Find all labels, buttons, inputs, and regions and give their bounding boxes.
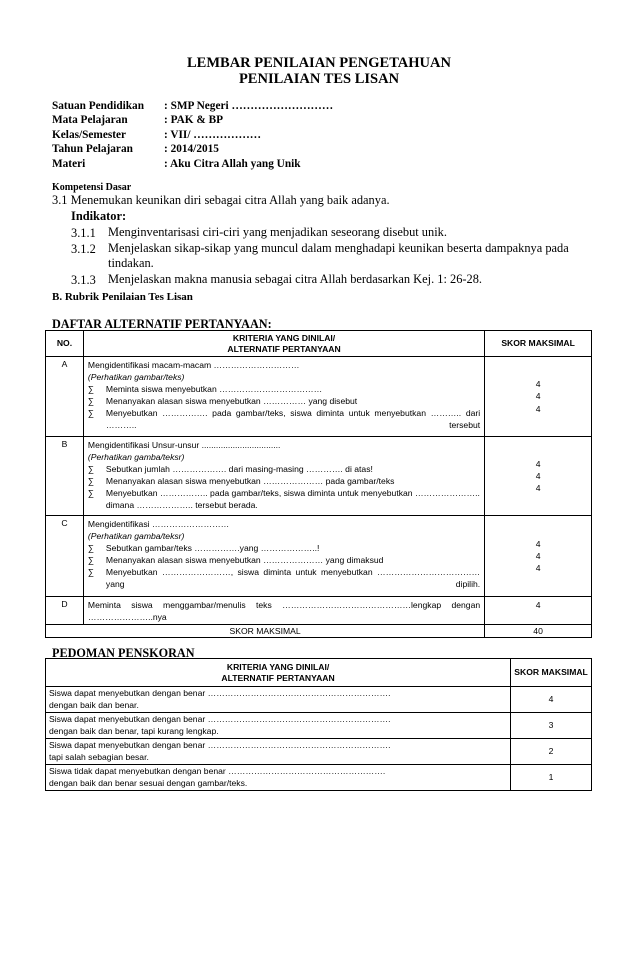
row-intro: Mengidentifikasi Unsur-unsur ................................. [87,440,281,450]
row-intro: Mengidentifikasi macam-macam ………………………… [87,360,300,370]
total-value: 40 [485,625,592,638]
score-value: 4 [485,597,592,625]
score-value: 4 [535,563,541,574]
row-number: A [46,357,84,437]
list-item-text: Sebutkan jumlah ………………. dari masing-masing …………. di atas! [105,464,373,474]
bullet-icon: ∑ [87,384,95,394]
list-item [88,407,480,431]
meta-label: Materi [52,157,86,170]
header-skor: SKOR MAKSIMAL [485,331,592,357]
row-criteria [83,516,484,597]
table-header-row [46,331,592,357]
score-value: 3 [511,713,592,739]
bullet-icon: ∑ [87,408,95,418]
list-item-text: Menyebutkan ……………. pada gambar/teks, siswa diminta untuk menyebutkan ……….. dari ……….. tersebut [105,408,481,430]
row-criteria [83,437,484,516]
meta-label: Satuan Pendidikan [52,100,144,112]
row-line: dengan baik dan benar. [49,699,139,710]
indikator-number: 3.1.3 [71,273,96,287]
meta-row [52,128,333,142]
score-value: 4 [535,403,541,414]
row-line: Meminta siswa menggambar/menulis teks ………………………………………lengkap dengan [87,600,481,610]
row-criteria [46,765,511,791]
kompetensi-dasar: 3.1 Menemukan keunikan diri sebagai citra Allah yang baik adanya. [52,193,390,207]
meta-value: : VII/ ……………… [164,128,262,141]
table-row [46,437,592,516]
table-row [46,687,592,713]
bullet-icon: ∑ [87,464,95,474]
meta-label: Tahun Pelajaran [52,143,133,156]
bullet-icon: ∑ [87,543,95,553]
list-item-text: Menanyakan alasan siswa menyebutkan …………… yang disebut [105,396,358,406]
table-row [46,765,592,791]
score-value: 4 [535,458,541,469]
table-row [46,739,592,765]
row-hint: (Perhatikan gamba/teksr) [87,452,185,462]
score-value: 4 [535,538,541,549]
score-value: 4 [535,550,541,561]
meta-row [52,157,333,171]
bullet-icon: ∑ [87,476,95,486]
list-item [88,383,480,395]
list-item-text: Menanyakan alasan siswa menyebutkan ………………… pada gambar/teks [105,476,395,486]
row-hint: (Perhatikan gamba/teksr) [87,531,185,541]
row-scores [485,357,592,437]
score-value: 4 [535,470,541,481]
row-line: dengan baik dan benar, tapi kurang lengkap. [49,725,219,736]
row-intro: Mengidentifikasi ……………………… [87,519,230,529]
header-kriteria-line1: KRITERIA YANG DINILAI/ [226,661,330,672]
meta-row [52,113,333,127]
row-line: Siswa dapat menyebutkan dengan benar ………………………………………………………. [49,740,391,750]
row-number: C [46,516,84,597]
list-item-text: Menyebutkan …………….. pada gambar/teks, siswa diminta untuk menyebutkan ………………….. dimana ……………….. tersebut berada. [105,488,480,510]
total-label: SKOR MAKSIMAL [46,625,485,638]
row-criteria [83,597,484,625]
table-header-row [46,659,592,687]
score-value: 4 [535,391,541,402]
table-row [46,597,592,625]
row-scores [485,437,592,516]
row-line: Siswa tidak dapat menyebutkan dengan benar ………………………………………………. [49,766,386,776]
pedoman-heading: PEDOMAN PENSKORAN [52,646,195,660]
row-criteria [46,739,511,765]
list-item [88,487,480,511]
bullet-icon: ∑ [87,555,95,565]
indikator-heading: Indikator: [71,209,127,223]
daftar-heading: DAFTAR ALTERNATIF PERTANYAAN: [52,317,272,331]
header-kriteria [83,331,484,357]
row-line: tapi salah sebagian besar. [49,751,149,762]
score-value: 1 [511,765,592,791]
header-kriteria [46,659,511,687]
meta-label: Mata Pelajaran [52,114,128,127]
header-kriteria-line2: ALTERNATIF PERTANYAAN [221,672,335,683]
meta-row [52,142,333,156]
row-criteria [46,687,511,713]
header-skor: SKOR MAKSIMAL [511,659,592,687]
indikator-text: Menginventarisasi ciri-ciri yang menjadikan seseorang disebut unik. [108,225,447,239]
section-b-heading: B. Rubrik Penilaian Tes Lisan [52,291,193,303]
indikator-text: Menjelaskan sikap-sikap yang muncul dalam menghadapi keunikan beserta dampaknya pada tindakan. [108,241,569,270]
document-title: LEMBAR PENILAIAN PENGETAHUAN [187,55,451,71]
header-kriteria-line1: KRITERIA YANG DINILAI/ [232,332,336,343]
list-item [88,395,480,407]
list-item-text: Menanyakan alasan siswa menyebutkan ………………… yang dimaksud [105,555,384,565]
table-row [46,516,592,597]
list-item [88,542,480,554]
row-hint: (Perhatikan gambar/teks) [87,372,185,382]
list-item [88,554,480,566]
indikator-number: 3.1.1 [71,226,96,240]
list-item [88,475,480,487]
alternatif-pertanyaan-table [45,330,592,638]
table-row [46,357,592,437]
score-value: 4 [535,483,541,494]
list-item-text: Menyebutkan ……………………, siswa diminta untuk menyebutkan ……………………………… yang dipilih. [105,567,481,589]
row-scores [485,516,592,597]
list-item [88,566,480,590]
indikator-text: Menjelaskan makna manusia sebagai citra Allah berdasarkan Kej. 1: 26-28. [108,272,482,286]
header-kriteria-line2: ALTERNATIF PERTANYAAN [227,343,341,354]
meta-block [52,99,333,171]
row-number: B [46,437,84,516]
pedoman-penskoran-table [45,658,592,791]
score-value: 4 [535,379,541,390]
list-item-text: Sebutkan gambar/teks …………….yang ………………..! [105,543,320,553]
meta-row [52,99,333,113]
document-subtitle: PENILAIAN TES LISAN [238,71,400,87]
meta-value: : PAK & BP [164,114,224,127]
meta-value: : 2014/2015 [164,143,219,156]
row-line: Siswa dapat menyebutkan dengan benar ………………………………………………………. [49,688,391,698]
row-line: Siswa dapat menyebutkan dengan benar ………………………………………………………. [49,714,391,724]
bullet-icon: ∑ [87,396,95,406]
row-line: …………………..nya [87,612,167,622]
meta-label: Kelas/Semester [52,128,127,141]
row-criteria [83,357,484,437]
list-item-text: Meminta siswa menyebutkan ……………………………… [105,384,323,394]
list-item [88,463,480,475]
indikator-number: 3.1.2 [71,242,96,256]
meta-value: : Aku Citra Allah yang Unik [164,157,301,170]
row-line: dengan baik dan benar sesuai dengan gambar/teks. [49,777,248,788]
row-number: D [46,597,84,625]
header-no: NO. [46,331,84,357]
bullet-icon: ∑ [87,567,95,577]
row-criteria [46,713,511,739]
bullet-icon: ∑ [87,488,95,498]
table-total-row [46,625,592,638]
table-row [46,713,592,739]
meta-value: : SMP Negeri ……………………… [164,100,334,112]
score-value: 4 [511,687,592,713]
score-value: 2 [511,739,592,765]
kompetensi-heading: Kompetensi Dasar [52,182,132,193]
